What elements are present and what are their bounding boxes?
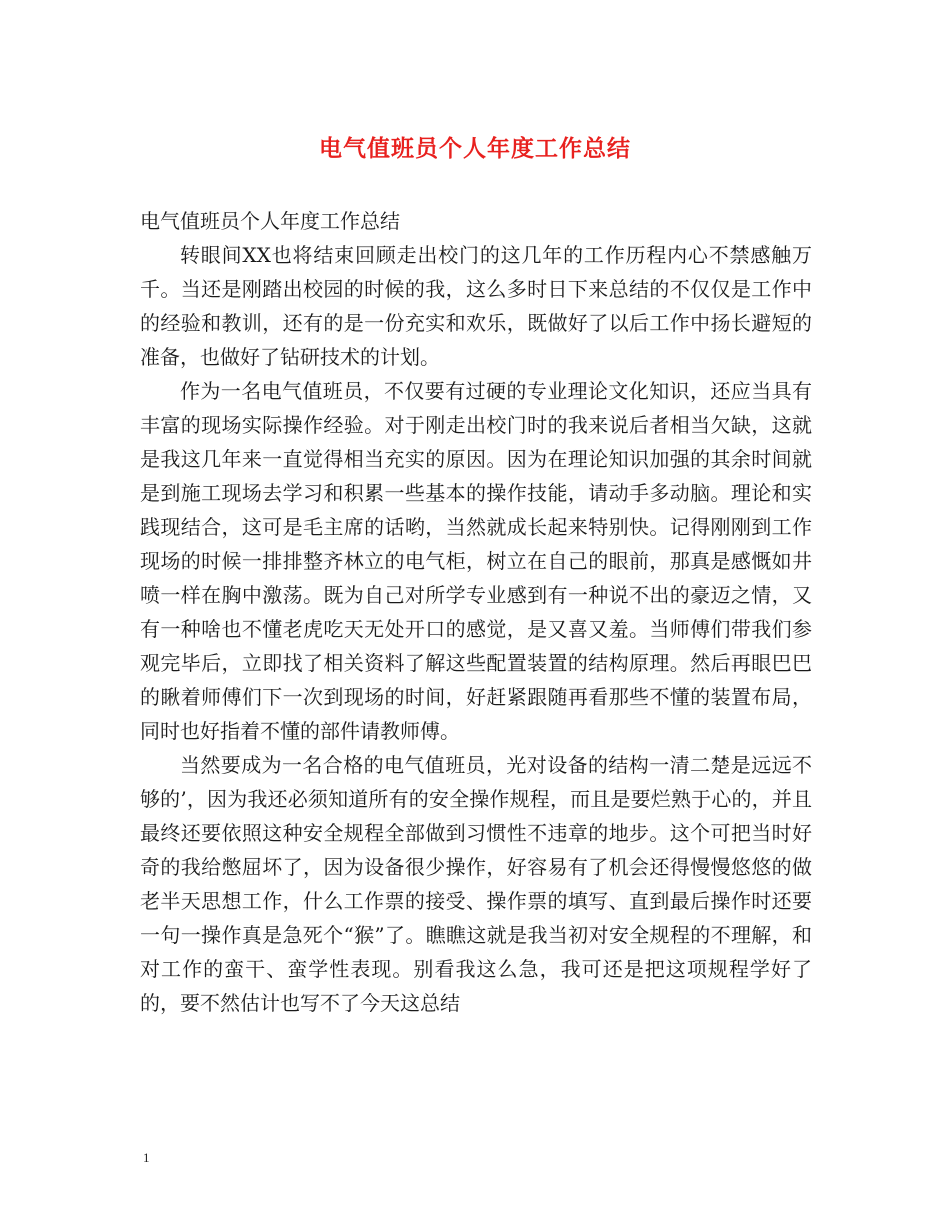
document-body [140,204,812,1020]
document-title: 电气值班员个人年度工作总结 [319,135,631,162]
page-number: 1 [143,1150,150,1165]
paragraph-1: 转眼间XX也将结束回顾走出校门的这几年的工作历程内心不禁感触万千。当还是刚踏出校园的时候的我，这么多时日下来总结的不仅仅是工作中的经验和教训，还有的是一份充实和欢乐，既做好了以后工作中扬长避短的准备，也做好了钻研技术的计划。 [140,243,812,369]
paragraph-2: 作为一名电气值班员，不仅要有过硬的专业理论文化知识，还应当具有丰富的现场实际操作经验。对于刚走出校门时的我来说后者相当欠缺，这就是我这几年来一直觉得相当充实的原因。因为在理论知识加强的其余时间就是到施工现场去学习和积累一些基本的操作技能，请动手多动脑。理论和实践现结合，这可是毛主席的话哟，当然就成长起来特别快。记得刚刚到工作现场的时候一排排整齐林立的电气柜，树立在自己的眼前，那真是感慨如井喷一样在胸中激荡。既为自己对所学专业感到有一种说不出的豪迈之情，又有一种啥也不懂老虎吃天无处开口的感觉，是又喜又羞。当师傅们带我们参观完毕后，立即找了相关资料了解这些配置装置的结构原理。然后再眼巴巴的瞅着师傅们下一次到现场的时间，好赶紧跟随再看那些不懂的装置布局，同时也好指着不懂的部件请教师傅。 [140,379,812,743]
paragraph-3: 当然要成为一名合格的电气值班员，光对设备的结构一清二楚是远远不够的’，因为我还必须知道所有的安全操作规程，而且是要烂熟于心的，并且最终还要依照这种安全规程全部做到习惯性不违章的地步。这个可把当时好奇的我给憋屈坏了，因为设备很少操作，好容易有了机会还得慢慢悠悠的做老半天思想工作，什么工作票的接受、操作票的填写、直到最后操作时还要一句一操作真是急死个“猴”了。瞧瞧这就是我当初对安全规程的不理解，和对工作的蛮干、蛮学性表现。别看我这么急，我可还是把这项规程学好了的，要不然估计也写不了今天这总结 [140,753,812,1015]
document-subtitle: 电气值班员个人年度工作总结 [140,209,400,233]
